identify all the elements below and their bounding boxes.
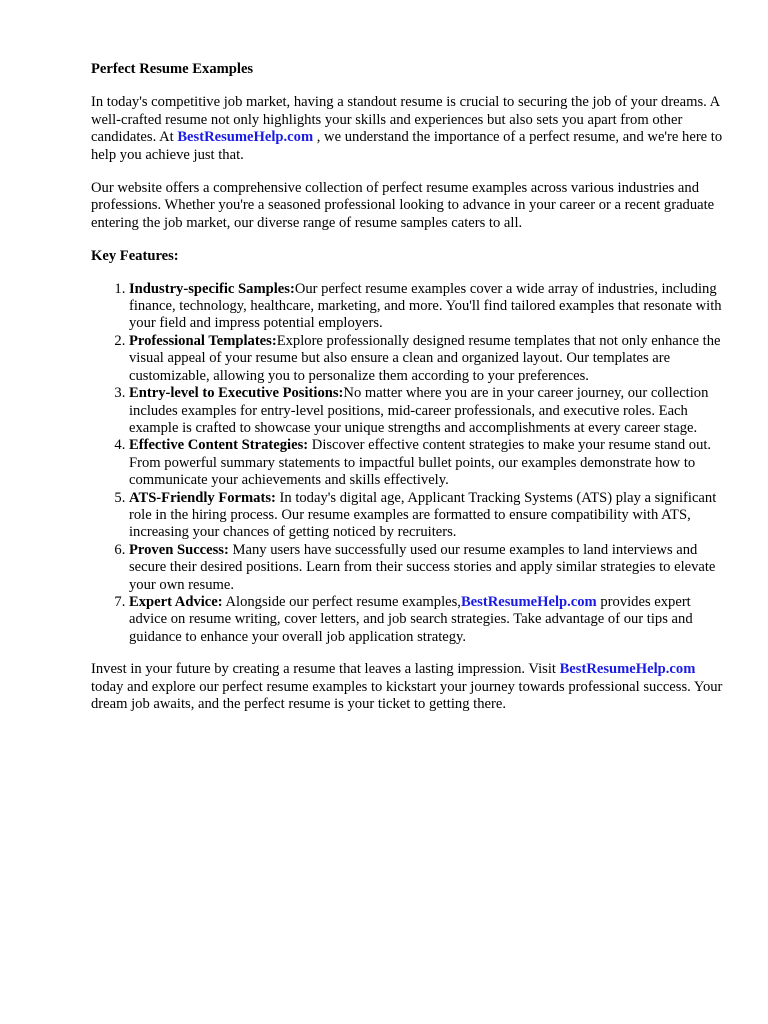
feature-label: Proven Success:: [129, 541, 229, 558]
closing-paragraph: [91, 661, 723, 713]
closing-bestresumehelp-link[interactable]: BestResumeHelp.com: [559, 661, 696, 678]
feature-label: ATS-Friendly Formats:: [129, 489, 276, 506]
feature-label: Expert Advice:: [129, 593, 223, 610]
feature-label: Industry-specific Samples:: [129, 280, 295, 297]
feature-item-entry-to-executive: [129, 385, 723, 437]
feature-text: Explore professionally designed resume templates that not only enhance the visual appeal of your resume but also ensure a clean and organized layout. Our templates are customizable, allowing you to personalize them according to your preferences.: [129, 332, 721, 384]
feature-text: Alongside our perfect resume examples,: [222, 593, 461, 610]
feature-label: Entry-level to Executive Positions:: [129, 385, 344, 402]
feature-item-expert-advice: [129, 594, 723, 646]
feature-text-after-link: provides expert advice on resume writing, cover letters, and job search strategies. Take advantage of our tips and guidance to enhance your overall job application strategy.: [129, 593, 693, 645]
intro-paragraph: [91, 94, 723, 164]
intro-text-after-link: , we understand the importance of a perfect resume, and we're here to help you achieve just that.: [91, 129, 723, 163]
feature-item-industry-specific: [129, 281, 723, 333]
feature-text: No matter where you are in your career journey, our collection includes examples for entry-level positions, mid-career professionals, and executive roles. Each example is crafted to showcase your unique strengths and accomplishments at every career stage.: [129, 385, 709, 436]
features-list: [91, 281, 723, 647]
feature-label: Effective Content Strategies:: [129, 437, 309, 454]
expert-advice-bestresumehelp-link[interactable]: BestResumeHelp.com: [460, 593, 597, 610]
feature-item-professional-templates: [129, 333, 723, 385]
document-page: [91, 61, 723, 729]
feature-item-ats-friendly: [129, 490, 723, 542]
feature-label: Professional Templates:: [129, 332, 277, 349]
feature-text: Our perfect resume examples cover a wide array of industries, including finance, technology, healthcare, marketing, and more. You'll find tailored examples that resonate with your field and impress potential employers.: [129, 280, 722, 332]
feature-text: Discover effective content strategies to make your resume stand out. From powerful summary statements to impactful bullet points, our examples demonstrate how to communicate your achievements and skills effectively.: [129, 437, 712, 489]
feature-text: In today's digital age, Applicant Tracking Systems (ATS) play a significant role in the hiring process. Our resume examples are formatted to ensure compatibility with ATS, increasing your chances of getting noticed by recruiters.: [129, 489, 717, 541]
closing-text-before-link: Invest in your future by creating a resume that leaves a lasting impression. Visit: [91, 661, 560, 678]
feature-item-content-strategies: [129, 437, 723, 489]
overview-paragraph: Our website offers a comprehensive collection of perfect resume examples across various industries and professions. Whether you're a seasoned professional looking to advance in your career or a recent graduate entering the job market, our diverse range of resume samples caters to all.: [91, 180, 715, 231]
key-features-heading: Key Features:: [91, 248, 179, 265]
document-title: Perfect Resume Examples: [91, 61, 254, 77]
closing-text-after-link: today and explore our perfect resume examples to kickstart your journey towards professional success. Your dream job awaits, and the perfect resume is your ticket to getting there.: [91, 678, 723, 712]
feature-text: Many users have successfully used our resume examples to land interviews and secure their desired positions. Learn from their success stories and apply similar strategies to elevate your own resume.: [129, 541, 716, 593]
intro-bestresumehelp-link[interactable]: BestResumeHelp.com: [177, 129, 314, 146]
feature-item-proven-success: [129, 542, 723, 594]
intro-text-before-link: In today's competitive job market, having a standout resume is crucial to securing the job of your dreams. A well-crafted resume not only highlights your skills and experiences but also sets you apart from other candidates. At: [91, 94, 720, 146]
